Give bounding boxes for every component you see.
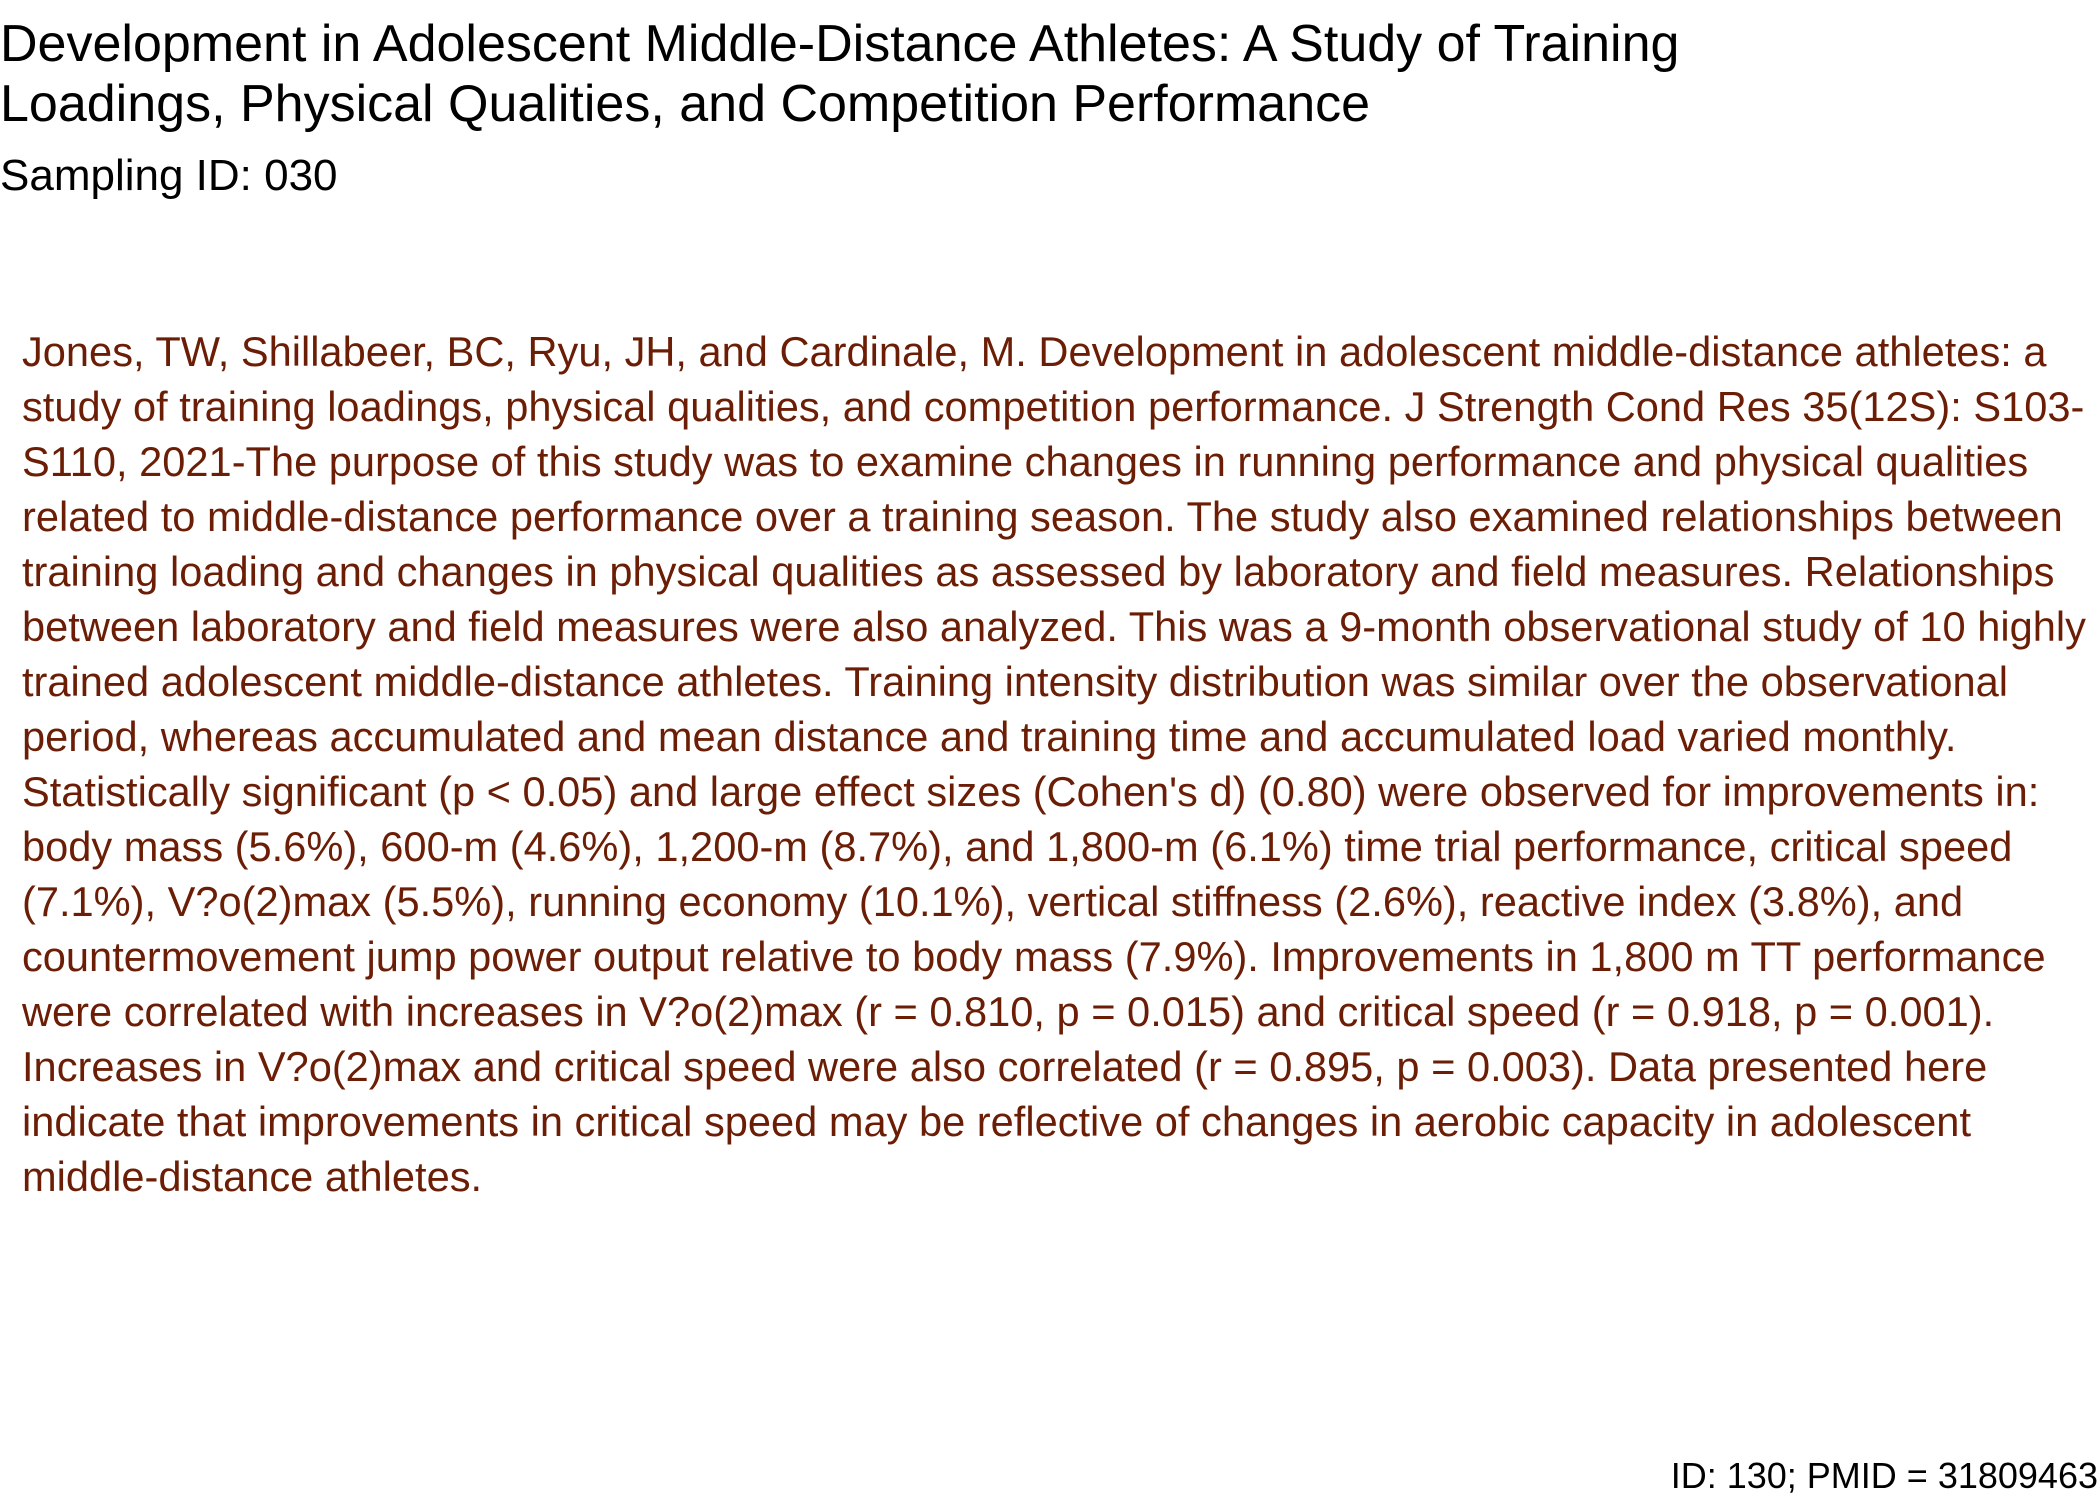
sampling-id: Sampling ID: 030 — [0, 151, 338, 200]
abstract-text: Jones, TW, Shillabeer, BC, Ryu, JH, and Cardinale, M. Development in adolescent middle-distance athletes: a study of training loadings, physical qualities, and competition performance. J Strength Cond Res 35(12S): S103-S110, 2021-The purpose of this study was to examine changes in running performance and physical qualities related to middle-distance performance over a training season. The study also examined relationships between training loading and changes in physical qualities as assessed by laboratory and field measures. Relationships between laboratory and field measures were also analyzed. This was a 9-month observational study of 10 highly trained adolescent middle-distance athletes. Training intensity distribution was similar over the observational period, whereas accumulated and mean distance and training time and accumulated load varied monthly. Statistically significant (p < 0.05) and large effect sizes (Cohen's d) (0.80) were observed for improvements in: body mass (5.6%), 600-m (4.6%), 1,200-m (8.7%), and 1,800-m (6.1%) time trial performance, critical speed (7.1%), V?o(2)max (5.5%), running economy (10.1%), vertical stiffness (2.6%), reactive index (3.8%), and countermovement jump power output relative to body mass (7.9%). Improvements in 1,800 m TT performance were correlated with increases in V?o(2)max (r = 0.810, p = 0.015) and critical speed (r = 0.918, p = 0.001). Increases in V?o(2)max and critical speed were also correlated (r = 0.895, p = 0.003). Data presented here indicate that improvements in critical speed may be reflective of changes in aerobic capacity in adolescent middle-distance athletes. — [22, 328, 2086, 1200]
document-title: Development in Adolescent Middle-Distance Athletes: A Study of Training Loadings, Physical Qualities, and Competition Performance — [0, 15, 1680, 133]
footer-id-pmid: ID: 130; PMID = 31809463 — [1670, 1455, 2098, 1496]
